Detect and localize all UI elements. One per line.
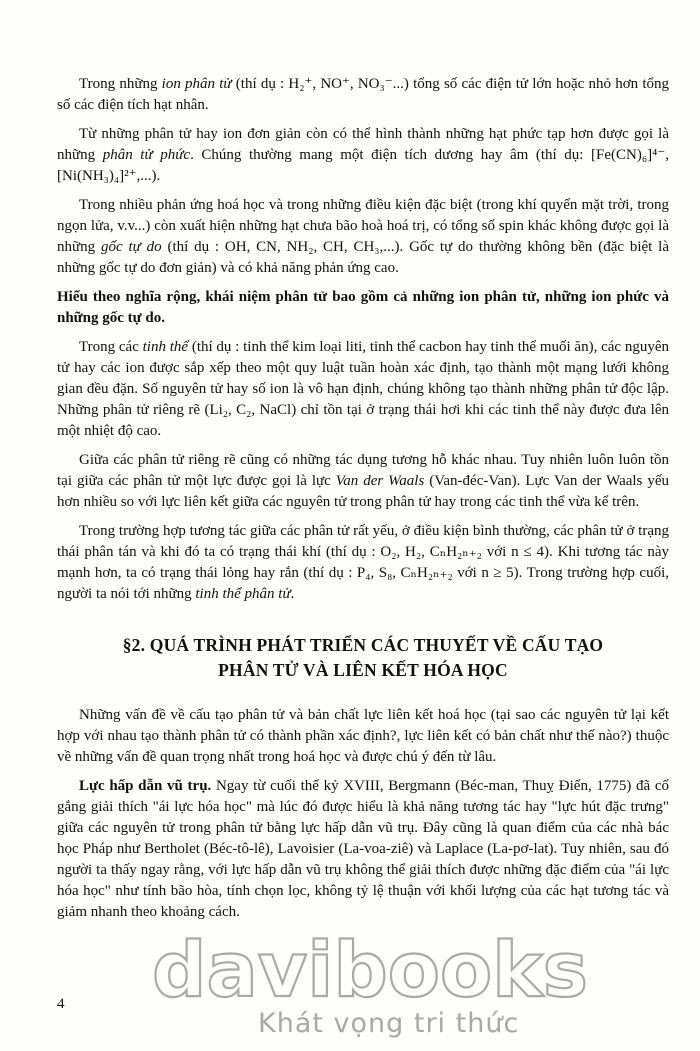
paragraph-states-of-matter: Trong trường hợp tương tác giữa các phân tử rất yếu, ở điều kiện bình thường, các phân tử ở trạng thái phân tán và khi đó ta có trạng thái khí (thí dụ : O₂, H₂, CₙH₂ₙ₊₂ với n ≤ 4). Khi tương tác này mạnh hơn, ta có trạng thái lỏng hay rắn (thí dụ : P₄, S₈, CₙH₂ₙ₊₂ với n ≥ 5). Trong trường hợp cuối, người ta nói tới những tinh thể phân tử. [57, 523, 669, 602]
term-free-radical: gốc tự do [100, 239, 162, 255]
section-heading [57, 633, 669, 683]
watermark-slogan: Khát vọng tri thức [258, 1008, 520, 1039]
term-crystal: tinh thể [142, 339, 189, 355]
term-van-der-waals: Van der Waals [335, 473, 425, 489]
paragraph-definition-bold: Hiểu theo nghĩa rộng, khái niệm phân tử bao gồm cả những ion phân tử, những ion phức và những gốc tự do. [57, 289, 669, 326]
section-heading-line2: PHÂN TỬ VÀ LIÊN KẾT HÓA HỌC [218, 660, 508, 680]
watermark-logo [150, 930, 590, 1010]
section-heading-line1: §2. QUÁ TRÌNH PHÁT TRIỂN CÁC THUYẾT VỀ CẤU TẠO [122, 635, 604, 655]
term-molecular-crystal: tinh thể phân tử [195, 586, 291, 602]
term-complex-molecule: phân tử phức [102, 147, 191, 163]
term-universal-gravity: Lực hấp dẫn vũ trụ. [79, 778, 212, 794]
paragraph-van-der-waals: Giữa các phân tử riêng rẽ cũng có những tác dụng tương hỗ khác nhau. Tuy nhiên luôn luôn tồn tại giữa các phân tử một lực được gọi là lực Van der Waals (Van-đéc-Van). Lực Van der Waals yếu hơn nhiều so với lực liên kết giữa các nguyên tử trong phân tử hay trong các tinh thể vừa kể trên. [57, 452, 669, 510]
watermark-logo-text: davibooks [152, 930, 588, 1010]
paragraph-intro-theories: Những vấn đề về cấu tạo phân tử và bản chất lực liên kết hoá học (tại sao các nguyên tử lại kết hợp với nhau tạo thành phân tử có thành phần xác định?, lực liên kết có bản chất như thế nào?) thuộc về những vấn đề quan trọng nhất trong hoá học và được chú ý đến từ lâu. [57, 707, 669, 765]
paragraph-free-radical: Trong nhiều phản ứng hoá học và trong những điều kiện đặc biệt (trong khí quyển mặt trời, trong ngọn lửa, v.v...) còn xuất hiện những hạt chưa bão hoà hoá trị, có tổng số spin khác không được gọi là những gốc tự do (thí dụ : OH, CN, NH₂, CH, CH₃,...). Gốc tự do thường không bền (đặc biệt là những gốc tự do đơn giản) và có khả năng phản ứng cao. [57, 197, 669, 276]
term-ion-molecule: ion phân tử [161, 76, 232, 92]
paragraph-ion-molecule: Trong những ion phân tử (thí dụ : H₂⁺, NO⁺, NO₃⁻...) tổng số các điện tử lớn hoặc nhỏ hơn tổng số các điện tích hạt nhân. [57, 76, 670, 113]
page-number: 4 [57, 996, 65, 1012]
body-text [57, 74, 669, 931]
paragraph-universal-gravity: Lực hấp dẫn vũ trụ. Ngay từ cuối thế kỷ XVIII, Bergmann (Béc-man, Thuỵ Điển, 1775) đã cố gắng giải thích "ái lực hóa học" mà lúc đó được hiểu là khả năng tương tác hay "lực hút đặc trưng" giữa các nguyên tử trong phân tử bằng lực hấp dẫn vũ trụ. Đây cũng là quan điểm của các nhà bác học Pháp như Bertholet (Béc-tô-lê), Lavoisier (La-voa-ziê) và Laplace (La-pơ-lat). Tuy nhiên, sau đó người ta thấy ngay rằng, với lực hấp dẫn vũ trụ không thể giải thích được những đặc điểm của "ái lực hóa học" như tính bão hòa, tính chọn lọc, không tỷ lệ thuận với khối lượng của các hạt tương tác và giảm nhanh theo khoảng cách. [57, 778, 670, 920]
paragraph-crystal: Trong các tinh thể (thí dụ : tinh thể kim loại liti, tinh thể cacbon hay tinh thể muối ăn), các nguyên tử hay các ion được sắp xếp theo một quy luật tuần hoàn xác định, tạo thành một mạng lưới không gian đều đặn. Số nguyên tử hay số ion là vô hạn định, chúng không tạo thành những phân tử độc lập. Những phân tử riêng rẽ (Li₂, C₂, NaCl) chỉ tồn tại ở trạng thái hơi khi các tinh thể này được đưa lên một nhiệt độ cao. [57, 339, 669, 439]
paragraph-complex-molecule: Từ những phân tử hay ion đơn giản còn có thể hình thành những hạt phức tạp hơn được gọi là những phân tử phức. Chúng thường mang một điện tích dương hay âm (thí dụ: [Fe(CN)₆]⁴⁻, [Ni(NH₃)₄]²⁺,...). [57, 126, 670, 184]
